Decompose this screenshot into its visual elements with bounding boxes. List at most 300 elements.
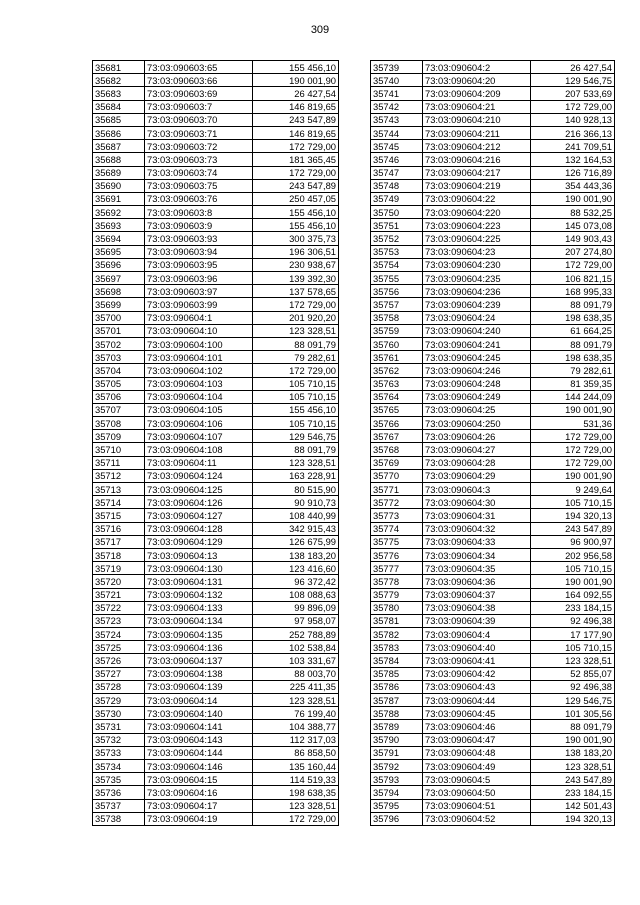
row-number-cell: 35792 [371,759,423,772]
row-number-cell: 35727 [93,667,145,680]
table-row [93,614,339,627]
cadastral-number-cell: 73:03:090604:50 [423,786,531,799]
cadastral-number-cell: 73:03:090604:127 [145,509,253,522]
cadastral-number-cell: 73:03:090604:240 [423,324,531,337]
value-cell: 172 729,00 [531,443,615,456]
row-number-cell: 35718 [93,548,145,561]
table-row [371,509,615,522]
cadastral-number-cell: 73:03:090604:33 [423,535,531,548]
table-row [93,707,339,720]
row-number-cell: 35733 [93,746,145,759]
cadastral-number-cell: 73:03:090604:134 [145,614,253,627]
value-cell: 172 729,00 [253,364,339,377]
cadastral-number-cell: 73:03:090604:137 [145,654,253,667]
cadastral-number-cell: 73:03:090604:107 [145,430,253,443]
table-row [93,483,339,496]
table-row [93,206,339,219]
row-number-cell: 35686 [93,126,145,139]
table-row [371,87,615,100]
row-number-cell: 35780 [371,601,423,614]
table-row [371,496,615,509]
table-row [371,667,615,680]
table-row [93,548,339,561]
table-row [93,680,339,693]
row-number-cell: 35683 [93,87,145,100]
table-row [371,812,615,825]
table-row [371,746,615,759]
cadastral-number-cell: 73:03:090604:16 [145,786,253,799]
row-number-cell: 35795 [371,799,423,812]
cadastral-number-cell: 73:03:090604:146 [145,759,253,772]
value-cell: 140 928,13 [531,113,615,126]
row-number-cell: 35716 [93,522,145,535]
row-number-cell: 35790 [371,733,423,746]
value-cell: 132 164,53 [531,153,615,166]
row-number-cell: 35787 [371,694,423,707]
value-cell: 137 578,65 [253,285,339,298]
cadastral-number-cell: 73:03:090604:49 [423,759,531,772]
table-row [371,74,615,87]
cadastral-number-cell: 73:03:090603:95 [145,258,253,271]
row-number-cell: 35778 [371,575,423,588]
cadastral-number-cell: 73:03:090604:139 [145,680,253,693]
value-cell: 168 995,33 [531,285,615,298]
row-number-cell: 35783 [371,641,423,654]
row-number-cell: 35694 [93,232,145,245]
value-cell: 126 675,99 [253,535,339,548]
table-row [93,575,339,588]
table-row [371,140,615,153]
row-number-cell: 35697 [93,272,145,285]
value-cell: 123 328,51 [531,759,615,772]
cadastral-number-cell: 73:03:090603:65 [145,61,253,74]
value-cell: 102 538,84 [253,641,339,654]
cadastral-number-cell: 73:03:090604:28 [423,456,531,469]
cadastral-number-cell: 73:03:090603:97 [145,285,253,298]
row-number-cell: 35687 [93,140,145,153]
value-cell: 207 274,80 [531,245,615,258]
value-cell: 243 547,89 [531,522,615,535]
table-row [93,245,339,258]
row-number-cell: 35779 [371,588,423,601]
table-row [93,364,339,377]
value-cell: 146 819,65 [253,100,339,113]
row-number-cell: 35719 [93,562,145,575]
value-cell: 252 788,89 [253,628,339,641]
table-row [93,140,339,153]
cadastral-number-cell: 73:03:090604:133 [145,601,253,614]
table-row [93,720,339,733]
row-number-cell: 35776 [371,548,423,561]
table-row [93,509,339,522]
value-cell: 172 729,00 [531,456,615,469]
value-cell: 198 638,35 [531,351,615,364]
table-row [371,694,615,707]
cadastral-number-cell: 73:03:090604:212 [423,140,531,153]
table-row [93,258,339,271]
row-number-cell: 35702 [93,337,145,350]
row-number-cell: 35690 [93,179,145,192]
row-number-cell: 35731 [93,720,145,733]
cadastral-number-cell: 73:03:090604:246 [423,364,531,377]
row-number-cell: 35725 [93,641,145,654]
row-number-cell: 35782 [371,628,423,641]
table-row [371,192,615,205]
row-number-cell: 35729 [93,694,145,707]
cadastral-number-cell: 73:03:090604:48 [423,746,531,759]
row-number-cell: 35737 [93,799,145,812]
table-row [371,601,615,614]
row-number-cell: 35768 [371,443,423,456]
value-cell: 172 729,00 [531,258,615,271]
row-number-cell: 35688 [93,153,145,166]
value-cell: 101 305,56 [531,707,615,720]
value-cell: 194 320,13 [531,812,615,825]
cadastral-number-cell: 73:03:090603:71 [145,126,253,139]
table-row [93,469,339,482]
row-number-cell: 35771 [371,483,423,496]
row-number-cell: 35740 [371,74,423,87]
cadastral-number-cell: 73:03:090604:101 [145,351,253,364]
table-row [93,351,339,364]
table-row [93,456,339,469]
value-cell: 198 638,35 [253,786,339,799]
cadastral-number-cell: 73:03:090603:75 [145,179,253,192]
row-number-cell: 35685 [93,113,145,126]
cadastral-number-cell: 73:03:090604:106 [145,417,253,430]
cadastral-number-cell: 73:03:090603:8 [145,206,253,219]
row-number-cell: 35745 [371,140,423,153]
value-cell: 26 427,54 [253,87,339,100]
row-number-cell: 35744 [371,126,423,139]
cadastral-number-cell: 73:03:090604:31 [423,509,531,522]
row-number-cell: 35711 [93,456,145,469]
cadastral-number-cell: 73:03:090604:250 [423,417,531,430]
value-cell: 250 457,05 [253,192,339,205]
value-cell: 207 533,69 [531,87,615,100]
row-number-cell: 35715 [93,509,145,522]
table-row [93,324,339,337]
row-number-cell: 35761 [371,351,423,364]
table-row [371,759,615,772]
row-number-cell: 35791 [371,746,423,759]
value-cell: 135 160,44 [253,759,339,772]
table-row [371,219,615,232]
value-cell: 155 456,10 [253,61,339,74]
cadastral-number-cell: 73:03:090604:41 [423,654,531,667]
row-number-cell: 35755 [371,272,423,285]
cadastral-number-cell: 73:03:090604:132 [145,588,253,601]
row-number-cell: 35773 [371,509,423,522]
value-cell: 139 392,30 [253,272,339,285]
table-row [371,298,615,311]
row-number-cell: 35785 [371,667,423,680]
row-number-cell: 35748 [371,179,423,192]
row-number-cell: 35763 [371,377,423,390]
value-cell: 129 546,75 [531,694,615,707]
table-row [93,192,339,205]
value-cell: 190 001,90 [531,469,615,482]
value-cell: 172 729,00 [253,298,339,311]
value-cell: 105 710,15 [531,641,615,654]
table-row [93,628,339,641]
row-number-cell: 35681 [93,61,145,74]
cadastral-number-cell: 73:03:090604:25 [423,403,531,416]
table-row [93,87,339,100]
table-row [93,654,339,667]
value-cell: 181 365,45 [253,153,339,166]
row-number-cell: 35708 [93,417,145,430]
value-cell: 90 910,73 [253,496,339,509]
cadastral-number-cell: 73:03:090604:103 [145,377,253,390]
value-cell: 106 821,15 [531,272,615,285]
cadastral-number-cell: 73:03:090604:4 [423,628,531,641]
cadastral-number-cell: 73:03:090604:5 [423,773,531,786]
table-row [93,759,339,772]
table-row [371,417,615,430]
table-row [371,773,615,786]
table-row [93,74,339,87]
value-cell: 88 091,79 [253,443,339,456]
cadastral-number-cell: 73:03:090604:225 [423,232,531,245]
value-cell: 190 001,90 [531,733,615,746]
cadastral-number-cell: 73:03:090604:105 [145,403,253,416]
value-cell: 108 440,99 [253,509,339,522]
cadastral-number-cell: 73:03:090604:15 [145,773,253,786]
row-number-cell: 35747 [371,166,423,179]
value-cell: 96 372,42 [253,575,339,588]
table-row [371,588,615,601]
table-row [371,377,615,390]
row-number-cell: 35788 [371,707,423,720]
row-number-cell: 35739 [371,61,423,74]
row-number-cell: 35722 [93,601,145,614]
cadastral-number-cell: 73:03:090604:128 [145,522,253,535]
value-cell: 88 091,79 [253,337,339,350]
cadastral-number-cell: 73:03:090603:66 [145,74,253,87]
table-row [371,113,615,126]
table-row [93,166,339,179]
table-row [371,443,615,456]
row-number-cell: 35706 [93,390,145,403]
cadastral-number-cell: 73:03:090604:236 [423,285,531,298]
value-cell: 190 001,90 [531,575,615,588]
row-number-cell: 35714 [93,496,145,509]
value-cell: 92 496,38 [531,614,615,627]
cadastral-number-cell: 73:03:090604:144 [145,746,253,759]
value-cell: 88 532,25 [531,206,615,219]
cadastral-number-cell: 73:03:090604:136 [145,641,253,654]
value-cell: 354 443,36 [531,179,615,192]
row-number-cell: 35710 [93,443,145,456]
table-row [371,733,615,746]
cadastral-number-cell: 73:03:090604:52 [423,812,531,825]
value-cell: 105 710,15 [531,562,615,575]
cadastral-number-cell: 73:03:090604:125 [145,483,253,496]
cadastral-number-cell: 73:03:090604:22 [423,192,531,205]
table-row [371,179,615,192]
value-cell: 92 496,38 [531,680,615,693]
table-row [93,641,339,654]
row-number-cell: 35756 [371,285,423,298]
cadastral-number-cell: 73:03:090603:72 [145,140,253,153]
row-number-cell: 35750 [371,206,423,219]
table-row [93,403,339,416]
value-cell: 190 001,90 [531,192,615,205]
cadastral-number-cell: 73:03:090604:245 [423,351,531,364]
row-number-cell: 35684 [93,100,145,113]
cadastral-number-cell: 73:03:090603:73 [145,153,253,166]
table-row [93,126,339,139]
value-cell: 129 546,75 [531,74,615,87]
cadastral-number-cell: 73:03:090604:249 [423,390,531,403]
table-row [371,403,615,416]
cadastral-number-cell: 73:03:090604:44 [423,694,531,707]
table-row [93,417,339,430]
row-number-cell: 35724 [93,628,145,641]
table-row [371,707,615,720]
value-cell: 243 547,89 [253,179,339,192]
row-number-cell: 35709 [93,430,145,443]
table-row [93,377,339,390]
table-row [371,153,615,166]
value-cell: 243 547,89 [253,113,339,126]
cadastral-number-cell: 73:03:090604:104 [145,390,253,403]
table-row [93,667,339,680]
value-cell: 300 375,73 [253,232,339,245]
value-cell: 233 184,15 [531,786,615,799]
cadastral-number-cell: 73:03:090604:131 [145,575,253,588]
value-cell: 172 729,00 [253,140,339,153]
table-row [93,219,339,232]
table-row [371,166,615,179]
row-number-cell: 35746 [371,153,423,166]
page-number: 309 [310,24,330,36]
row-number-cell: 35781 [371,614,423,627]
cadastral-number-cell: 73:03:090604:210 [423,113,531,126]
value-cell: 123 328,51 [253,799,339,812]
row-number-cell: 35786 [371,680,423,693]
row-number-cell: 35793 [371,773,423,786]
cadastral-number-cell: 73:03:090603:76 [145,192,253,205]
row-number-cell: 35701 [93,324,145,337]
table-row [93,562,339,575]
value-cell: 241 709,51 [531,140,615,153]
row-number-cell: 35721 [93,588,145,601]
value-cell: 9 249,64 [531,483,615,496]
cadastral-number-cell: 73:03:090604:1 [145,311,253,324]
value-cell: 80 515,90 [253,483,339,496]
table-row [371,522,615,535]
value-cell: 243 547,89 [531,773,615,786]
value-cell: 233 184,15 [531,601,615,614]
value-cell: 138 183,20 [531,746,615,759]
row-number-cell: 35751 [371,219,423,232]
row-number-cell: 35699 [93,298,145,311]
cadastral-number-cell: 73:03:090604:138 [145,667,253,680]
value-cell: 123 416,60 [253,562,339,575]
table-row [371,311,615,324]
value-cell: 103 331,67 [253,654,339,667]
row-number-cell: 35700 [93,311,145,324]
cadastral-number-cell: 73:03:090604:14 [145,694,253,707]
row-number-cell: 35774 [371,522,423,535]
value-cell: 79 282,61 [253,351,339,364]
table-row [93,588,339,601]
value-cell: 155 456,10 [253,219,339,232]
row-number-cell: 35772 [371,496,423,509]
cadastral-number-cell: 73:03:090604:46 [423,720,531,733]
value-cell: 342 915,43 [253,522,339,535]
value-cell: 104 388,77 [253,720,339,733]
value-cell: 123 328,51 [531,654,615,667]
value-cell: 138 183,20 [253,548,339,561]
value-cell: 155 456,10 [253,206,339,219]
table-row [371,61,615,74]
value-cell: 216 366,13 [531,126,615,139]
cadastral-number-cell: 73:03:090604:39 [423,614,531,627]
value-cell: 112 317,03 [253,733,339,746]
table-row [93,430,339,443]
row-number-cell: 35698 [93,285,145,298]
cadastral-number-cell: 73:03:090604:219 [423,179,531,192]
value-cell: 230 938,67 [253,258,339,271]
table-row [371,351,615,364]
value-cell: 129 546,75 [253,430,339,443]
value-cell: 149 903,43 [531,232,615,245]
value-cell: 96 900,97 [531,535,615,548]
cadastral-number-cell: 73:03:090603:74 [145,166,253,179]
cadastral-number-cell: 73:03:090604:23 [423,245,531,258]
table-row [371,535,615,548]
row-number-cell: 35769 [371,456,423,469]
cadastral-number-cell: 73:03:090604:45 [423,707,531,720]
row-number-cell: 35796 [371,812,423,825]
value-cell: 105 710,15 [253,390,339,403]
row-number-cell: 35766 [371,417,423,430]
value-cell: 201 920,20 [253,311,339,324]
value-cell: 52 855,07 [531,667,615,680]
row-number-cell: 35736 [93,786,145,799]
value-cell: 225 411,35 [253,680,339,693]
row-number-cell: 35765 [371,403,423,416]
cadastral-number-cell: 73:03:090603:70 [145,113,253,126]
table-row [93,390,339,403]
cadastral-number-cell: 73:03:090604:43 [423,680,531,693]
row-number-cell: 35749 [371,192,423,205]
table-row [371,285,615,298]
table-row [371,654,615,667]
row-number-cell: 35730 [93,707,145,720]
table-row [93,694,339,707]
cadastral-number-cell: 73:03:090604:21 [423,100,531,113]
row-number-cell: 35754 [371,258,423,271]
value-cell: 123 328,51 [253,456,339,469]
cadastral-number-cell: 73:03:090604:217 [423,166,531,179]
table-row [371,390,615,403]
table-row [93,799,339,812]
cadastral-number-cell: 73:03:090604:239 [423,298,531,311]
cadastral-number-cell: 73:03:090604:36 [423,575,531,588]
row-number-cell: 35726 [93,654,145,667]
value-cell: 108 088,63 [253,588,339,601]
cadastral-number-cell: 73:03:090604:24 [423,311,531,324]
table-row [93,773,339,786]
cadastral-number-cell: 73:03:090604:27 [423,443,531,456]
value-cell: 145 073,08 [531,219,615,232]
table-row [93,601,339,614]
table-row [371,206,615,219]
